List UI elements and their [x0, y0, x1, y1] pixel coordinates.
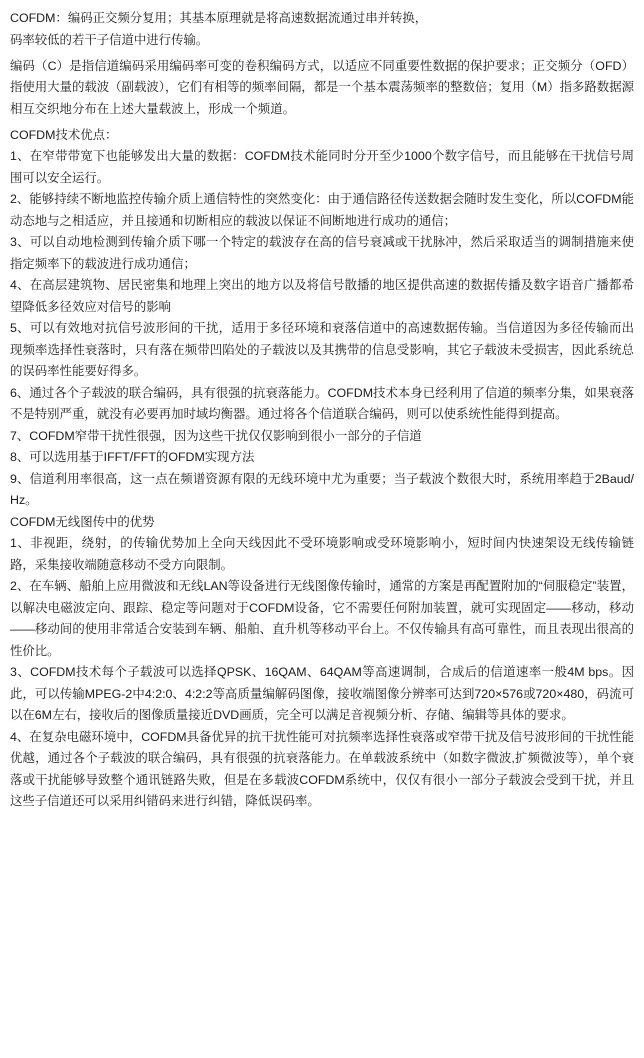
paragraph: COFDM：编码正交频分复用；其基本原理就是将高速数据流通过串并转换，	[10, 11, 428, 25]
paragraph: 5、可以有效地对抗信号波形间的干扰，适用于多径环境和衰落信道中的高速数据传输。当信道因为多径传输而出现频率选择性衰落时，只有落在频带凹陷处的子载波以及其携带的信息受影响，其它子载波未受损害，因此系统总的误码率性能要好得多。	[10, 321, 634, 378]
paragraph: 9、信道利用率很高，这一点在频谱资源有限的无线环境中尤为重要；当子载波个数很大时，系统用率趋于2Baud/Hz。	[10, 471, 634, 507]
paragraph: 8、可以选用基于IFFT/FFT的OFDM实现方法	[10, 450, 255, 464]
paragraph: COFDM技术优点：	[10, 127, 118, 142]
paragraph: 3、可以自动地检测到传输介质下哪一个特定的载波存在高的信号衰减或干扰脉冲，然后采取适当的调制措施来使指定频率下的载波进行成功通信；	[10, 235, 634, 271]
paragraph: 码率较低的若干子信道中进行传输。	[10, 32, 209, 47]
paragraph: 编码（C）是指信道编码采用编码率可变的卷积编码方式，以适应不同重要性数据的保护要求；正交频分（OFD）指使用大量的载波（副载波），它们有相等的频率间隔，都是一个基本震荡频率的整数倍；复用（M）指多路数据源相互交织地分布在上述大量载波上，形成一个频道。	[10, 58, 634, 116]
paragraph: 2、在车辆、船舶上应用微波和无线LAN等设备进行无线图像传输时，通常的方案是再配置附加的“伺服稳定”装置，以解决电磁波定向、跟踪、稳定等问题对于COFDM设备，它不需要任何附加装置，就可实现固定——移动，移动——移动间的使用非常适合安装到车辆、船舶、直升机等移动平台上。不仅传输具有高可靠性，而且表现出很高的性价比。	[10, 579, 634, 658]
paragraph: 2、能够持续不断地监控传输介质上通信特性的突然变化：由于通信路径传送数据会随时发生变化，所以COFDM能动态地与之相适应，并且接通和切断相应的载波以保证不间断地进行成功的通信；	[10, 192, 634, 228]
paragraph: 4、在复杂电磁环境中，COFDM具备优异的抗干扰性能可对抗频率选择性衰落或窄带干扰及信号波形间的干扰性能优越，通过各个子载波的联合编码，具有很强的抗衰落能力。在单载波系统中（如数字微波,扩频微波等），单个衰落或干扰能够导致整个通讯链路失败，但是在多载波COFDM系统中，仅仅有很小一部分子载波会受到干扰，并且这些子信道还可以采用纠错码来进行纠错，降低误码率。	[10, 729, 634, 808]
paragraph: 3、COFDM技术每个子载波可以选择QPSK、16QAM、64QAM等高速调制，合成后的信道速率一般4M bps。因此，可以传输MPEG-2中4:2:0、4:2:2等高质量编解码图像，接收端图像分辨率可达到720×576或720×480，码流可以在6M左右，接收后的图像质量接近DVD画质，完全可以满足音视频分析、存储、编辑等具体的要求。	[10, 665, 634, 722]
paragraph: 6、通过各个子载波的联合编码，具有很强的抗衰落能力。COFDM技术本身已经利用了信道的频率分集，如果衰落不是特别严重，就没有必要再加时域均衡器。通过将各个信道联合编码，则可以使系统性能得到提高。	[10, 385, 634, 421]
paragraph: 1、在窄带带宽下也能够发出大量的数据：COFDM技术能同时分开至少1000个数字信号，而且能够在干扰信号周围可以安全运行。	[10, 149, 634, 185]
paragraph: COFDM无线图传中的优势	[10, 514, 155, 529]
paragraph: 7、COFDM窄带干扰性很强，因为这些干扰仅仅影响到很小一部分的子信道	[10, 428, 422, 443]
paragraph: 1、非视距，绕射，的传输优势加上全向天线因此不受环境影响或受环境影响小，短时间内快速架设无线传输链路，采集接收端随意移动不受方向限制。	[10, 536, 634, 572]
paragraph: 4、在高层建筑物、居民密集和地理上突出的地方以及将信号散播的地区提供高速的数据传播及数字语音广播都希望降低多径效应对信号的影响	[10, 278, 634, 314]
